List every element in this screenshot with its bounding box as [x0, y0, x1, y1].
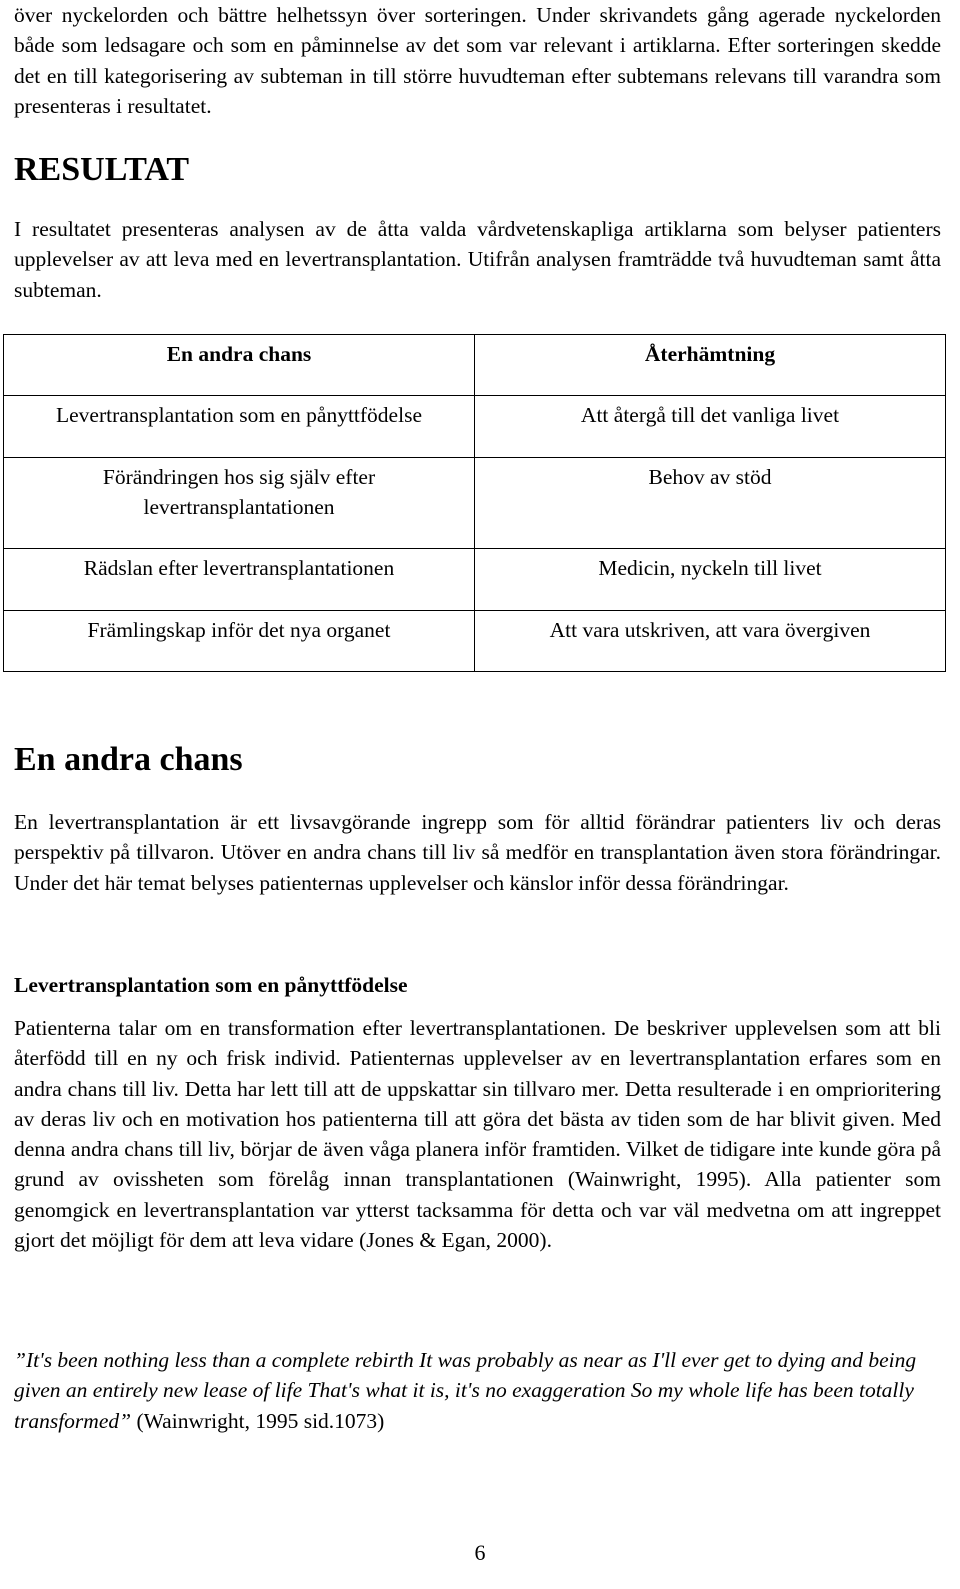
resultat-paragraph: I resultatet presenteras analysen av de åtta valda vårdvetenskapliga artiklarna som belyser patienters upplevelser av att leva med en levertransplantation. Utifrån analysen framträdde två huvudteman samt åtta subteman. [14, 217, 941, 302]
table-cell: Förändringen hos sig själv efter levertransplantationen [4, 457, 475, 549]
en-andra-chans-paragraph: En levertransplantation är ett livsavgörande ingrepp som för alltid förändrar patienters liv och deras perspektiv på tillvaron. Utöver en andra chans till liv så medför en transplantation även stora förändringar. Under det här temat belyses patienternas upplevelser och känslor inför dessa förändringar. [14, 810, 941, 895]
quote-citation: (Wainwright, 1995 sid.1073) [131, 1408, 385, 1433]
table-cell: Att vara utskriven, att vara övergiven [475, 610, 946, 671]
table-cell: Rädslan efter levertransplantationen [4, 549, 475, 610]
themes-table [3, 334, 946, 672]
en-andra-chans-heading: En andra chans [14, 741, 243, 778]
table-cell: Levertransplantation som en pånyttfödelse [4, 396, 475, 457]
subtheme-heading: Levertransplantation som en pånyttfödelse [14, 973, 408, 997]
table-header-theme-1: En andra chans [4, 335, 475, 396]
table-header-theme-2: Återhämtning [475, 335, 946, 396]
table-cell: Medicin, nyckeln till livet [475, 549, 946, 610]
quote-text: ”It's been nothing less than a complete rebirth It was probably as near as I'll ever get to dying and being given an entirely new lease of life That's what it is, it's no exaggeration So my whole life has been totally transformed” [14, 1348, 917, 1433]
quote-block [14, 1345, 944, 1436]
table-cell: Främlingskap inför det nya organet [4, 610, 475, 671]
subtheme-paragraph: Patienterna talar om en transformation efter levertransplantationen. De beskriver upplevelsen som att bli återfödd till en ny och frisk individ. Patienternas upplevelser av en levertransplantation erfares som en andra chans till liv. Detta har lett till att de uppskattar sin tillvaro mer. Detta resulterade i en omprioritering av deras liv och en motivation hos patienterna till att göra det bästa av tiden som de har blivit given. Med denna andra chans till liv, börjar de även våga planera inför framtiden. Vilket de tidigare inte kunde göra på grund av ovissheten som förelåg innan transplantationen (Wainwright, 1995). Alla patienter som genomgick en levertransplantation var ytterst tacksamma för detta och var väl medvetna om att ingreppet gjort det möjligt för dem att leva vidare (Jones & Egan, 2000). [14, 1016, 941, 1253]
intro-paragraph: över nyckelorden och bättre helhetssyn över sorteringen. Under skrivandets gång agerade nyckelorden både som ledsagare och som en påminnelse av det som var relevant i artiklarna. Efter sorteringen skedde det en till kategorisering av subteman in till större huvudteman efter subtemans relevans till varandra som presenteras i resultatet. [14, 3, 941, 118]
resultat-heading: RESULTAT [14, 151, 190, 188]
table-cell: Att återgå till det vanliga livet [475, 396, 946, 457]
table-cell: Behov av stöd [475, 457, 946, 549]
page-number: 6 [474, 1540, 486, 1565]
